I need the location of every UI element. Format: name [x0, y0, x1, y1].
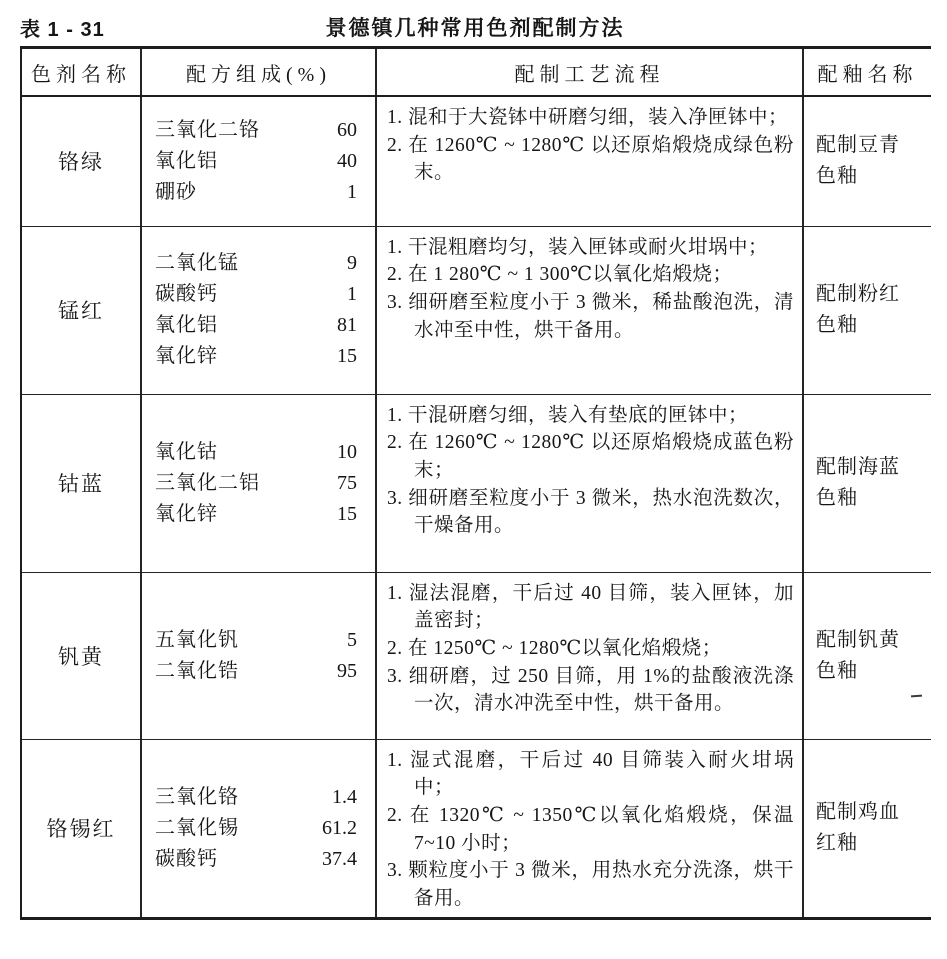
process-step: 3. 颗粒度小于 3 微米，用热水充分洗涤，烘干备用。 — [387, 860, 794, 909]
colorant-name-cell: 铬绿 — [21, 96, 141, 226]
table-caption — [20, 8, 930, 42]
ingredient-name: 氧化锌 — [155, 502, 218, 525]
ingredient-amount: 61.2 — [322, 816, 357, 839]
ingredient-amount: 95 — [337, 659, 357, 682]
table-header — [21, 48, 931, 97]
composition-cell — [141, 226, 376, 394]
ingredient-name: 硼砂 — [155, 180, 197, 203]
table-row — [21, 739, 931, 918]
ingredient-line — [155, 115, 357, 146]
ingredient-amount: 60 — [337, 118, 357, 141]
ingredient-name: 五氧化钒 — [155, 628, 239, 651]
ingredient-amount: 1.4 — [332, 785, 357, 808]
process-step: 3. 细研磨至粒度小于 3 微米，稀盐酸泡洗，清水冲至中性，烘干备用。 — [387, 291, 794, 341]
ingredient-amount: 1 — [347, 180, 357, 203]
composition-cell — [141, 96, 376, 226]
ingredient-line — [155, 146, 357, 177]
glaze-name-text: 配制鸡血红釉 — [816, 801, 900, 855]
glaze-name-cell — [803, 96, 931, 226]
process-cell — [376, 226, 803, 394]
process-step: 1. 混和于大瓷钵中研磨匀细，装入净匣钵中； — [387, 107, 789, 128]
ingredient-line — [155, 279, 357, 310]
ingredient-amount: 37.4 — [322, 847, 357, 870]
process-step: 1. 湿法混磨，干后过 40 目筛，装入匣钵，加盖密封； — [387, 582, 794, 632]
composition-cell — [141, 394, 376, 572]
process-step: 1. 干混粗磨均匀，装入匣钵或耐火坩埚中； — [387, 236, 769, 258]
ingredient-amount: 15 — [337, 502, 357, 525]
colorant-name-cell: 铬锡红 — [21, 739, 141, 918]
colorant-name-cell: 钒黄 — [21, 572, 141, 739]
process-cell — [376, 572, 803, 739]
process-step: 2. 在 1 280℃ ~ 1 300℃以氧化焰煅烧； — [387, 264, 733, 286]
ingredient-name: 二氧化锆 — [155, 659, 239, 682]
process-cell — [376, 394, 803, 572]
ingredient-line — [155, 782, 357, 813]
ingredient-line — [155, 656, 357, 687]
column-header-composition: 配方组成(%) — [141, 48, 376, 97]
glaze-name-cell — [803, 226, 931, 394]
ingredient-amount: 1 — [347, 283, 357, 305]
colorant-name-cell: 锰红 — [21, 226, 141, 394]
ingredient-line — [155, 341, 357, 372]
glaze-name-cell — [803, 739, 931, 918]
ingredient-line — [155, 248, 357, 279]
glaze-name-cell — [803, 394, 931, 572]
ingredient-amount: 40 — [337, 149, 357, 172]
colorant-name-cell: 钴蓝 — [21, 394, 141, 572]
process-step: 1. 湿式混磨，干后过 40 目筛装入耐火坩埚中； — [387, 749, 794, 799]
process-cell — [376, 96, 803, 226]
ingredient-name: 氧化铝 — [155, 314, 218, 336]
header-row — [21, 48, 931, 97]
table-body — [21, 96, 931, 918]
table-row — [21, 226, 931, 394]
table-row — [21, 96, 931, 226]
ingredient-line — [155, 499, 357, 530]
ingredient-line — [155, 310, 357, 341]
process-step: 2. 在 1260℃ ~ 1280℃ 以还原焰煅烧成绿色粉末。 — [387, 134, 794, 184]
table-row — [21, 572, 931, 739]
ingredient-amount: 75 — [337, 471, 357, 494]
ingredient-name: 三氧化二铬 — [155, 118, 260, 141]
glaze-name-cell — [803, 572, 931, 739]
ingredient-line — [155, 177, 357, 208]
process-cell — [376, 739, 803, 918]
ingredient-line — [155, 468, 357, 499]
ingredient-name: 氧化钴 — [155, 440, 218, 463]
process-step: 2. 在 1320℃ ~ 1350℃以氧化焰煅烧，保温 7~10 小时； — [387, 804, 794, 854]
ingredient-line — [155, 813, 357, 844]
column-header-process: 配制工艺流程 — [376, 48, 803, 97]
ingredient-name: 三氧化二铝 — [155, 471, 260, 494]
ingredient-name: 三氧化铬 — [155, 785, 239, 808]
composition-cell — [141, 739, 376, 918]
process-step: 3. 细研磨至粒度小于 3 微米，热水泡洗数次，干燥备用。 — [387, 487, 794, 537]
ingredient-name: 氧化锌 — [155, 345, 218, 367]
ingredient-name: 氧化铝 — [155, 149, 218, 172]
ingredient-amount: 81 — [337, 314, 357, 336]
ingredient-amount: 5 — [347, 628, 357, 651]
column-header-colorant-name: 色剂名称 — [21, 48, 141, 97]
table-row — [21, 394, 931, 572]
glaze-name-text: 配制粉红色釉 — [816, 283, 900, 336]
ingredient-amount: 9 — [347, 252, 357, 274]
ingredient-name: 二氧化锰 — [155, 252, 239, 274]
column-header-glaze-name: 配釉名称 — [803, 48, 931, 97]
glaze-name-text: 配制钒黄色釉 — [816, 628, 900, 682]
glaze-name-text: 配制海蓝色釉 — [816, 456, 900, 509]
table-title: 景德镇几种常用色剂配制方法 — [325, 17, 625, 40]
ingredient-amount: 10 — [337, 440, 357, 463]
composition-cell — [141, 572, 376, 739]
ingredient-line — [155, 437, 357, 468]
glaze-name-text: 配制豆青色釉 — [816, 134, 900, 188]
colorant-preparation-table — [20, 46, 931, 920]
ingredient-name: 二氧化锡 — [155, 816, 239, 839]
ingredient-name: 碳酸钙 — [155, 847, 218, 870]
ingredient-line — [155, 625, 357, 656]
ingredient-line — [155, 844, 357, 875]
table-number-label: 表 1 - 31 — [20, 19, 105, 41]
process-step: 2. 在 1250℃ ~ 1280℃以氧化焰煅烧； — [387, 637, 722, 659]
ingredient-amount: 15 — [337, 345, 357, 367]
process-step: 1. 干混研磨匀细，装入有垫底的匣钵中； — [387, 404, 749, 426]
process-step: 3. 细研磨，过 250 目筛，用 1%的盐酸液洗涤一次，清水冲洗至中性，烘干备用。 — [387, 665, 794, 715]
process-step: 2. 在 1260℃ ~ 1280℃ 以还原焰煅烧成蓝色粉末； — [387, 432, 794, 481]
ingredient-name: 碳酸钙 — [155, 283, 218, 305]
